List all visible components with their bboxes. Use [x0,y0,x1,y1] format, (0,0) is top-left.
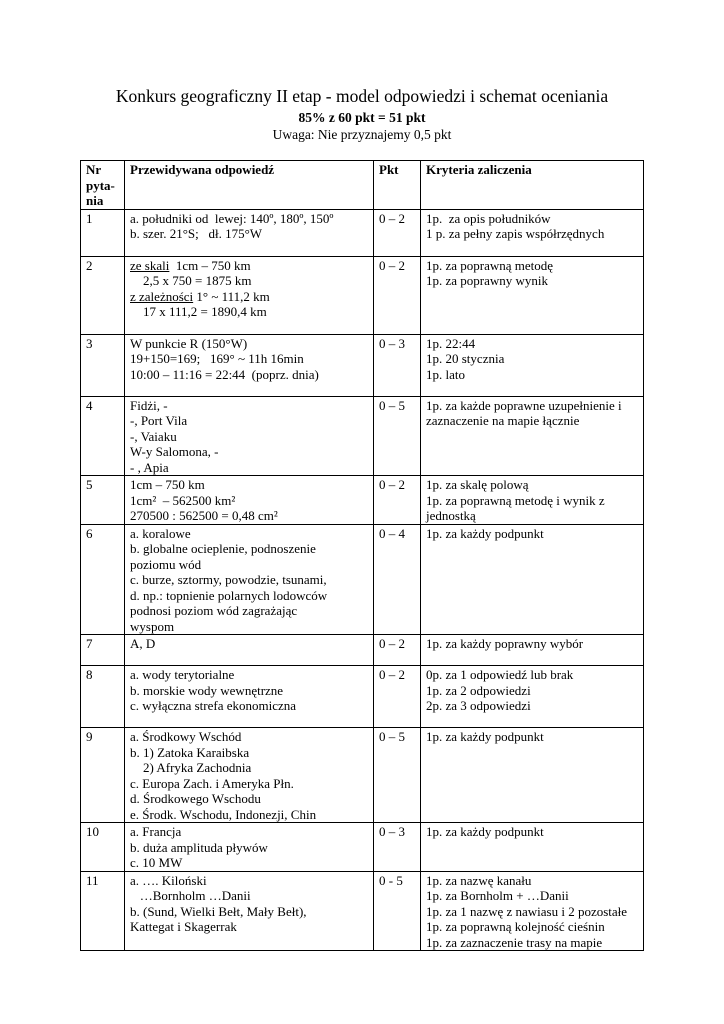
header-nr-line: nia [86,193,104,208]
row-answer [125,256,374,334]
answer-line: -, Vaiaku [130,428,177,444]
answer-line: c. Europa Zach. i Ameryka Płn. [130,775,294,791]
answer-line: c. 10 MW [130,855,183,870]
answer-line: - , Apia [130,459,169,475]
row-points: 0 – 5 [374,396,421,476]
row-answer [125,823,374,872]
answer-line: Kattegat i Skagerrak [130,919,237,934]
criteria-line: 1p. za każde poprawne uzupełnienie i [426,397,622,413]
row-number: 6 [81,524,125,635]
row-criteria [421,256,644,334]
answer-line: A, D [130,636,156,651]
answer-line: b. 1) Zatoka Karaibska [130,744,250,760]
answer-line: 19+150=169; 169° ~ 11h 16min [130,351,304,366]
page-subtitle: 85% z 60 pkt = 51 pkt [298,110,426,125]
answer-line: 270500 : 562500 = 0,48 cm² [130,508,278,523]
row-points: 0 – 5 [374,728,421,823]
criteria-line: 1p. za 1 nazwę z nawiasu i 2 pozostałe [426,903,628,919]
row-points: 0 – 2 [374,476,421,525]
answer-line: b. globalne ocieplenie, podnoszenie [130,541,316,556]
answer-line: a. …. Kiloński [130,872,207,888]
header-criteria: Kryteria zaliczenia [421,161,644,210]
criteria-line: 1p. za poprawną kolejność cieśnin [426,919,605,934]
table-row [81,635,644,666]
criteria-line: 1p. za zaznaczenie trasy na mapie [426,934,603,950]
table-row [81,871,644,951]
row-number: 11 [81,871,125,951]
answer-line: 2) Afryka Zachodnia [130,760,252,775]
row-answer [125,209,374,256]
row-points: 0 – 3 [374,823,421,872]
row-answer [125,524,374,635]
header-nr [81,161,125,210]
answer-line: b. szer. 21°S; dł. 175°W [130,226,263,241]
answer-line: 1cm² – 562500 km² [130,492,236,508]
row-answer [125,728,374,823]
criteria-line: 1p. za każdy podpunkt [426,824,544,839]
row-points: 0 – 3 [374,334,421,396]
answer-line: 17 x 111,2 = 1890,4 km [130,304,267,319]
answer-line: a. Francja [130,824,182,839]
answer-line: …Bornholm …Danii [130,888,251,903]
criteria-line: 1p. 22:44 [426,335,476,351]
criteria-line: 1p. za poprawną metodę i wynik z [426,492,605,508]
row-answer [125,396,374,476]
row-number: 7 [81,635,125,666]
row-number: 2 [81,256,125,334]
criteria-line: 1p. za każdy podpunkt [426,525,544,541]
answer-line: 2,5 x 750 = 1875 km [130,273,252,288]
answer-line: wyspom [130,618,175,634]
row-points: 0 - 5 [374,871,421,951]
answer-line: b. (Sund, Wielki Bełt, Mały Bełt), [130,903,307,919]
row-points: 0 – 2 [374,209,421,256]
criteria-line: 2p. za 3 odpowiedzi [426,698,531,713]
answer-line: e. Środk. Wschodu, Indonezji, Chin [130,806,317,822]
answer-line: a. południki od lewej: 140º, 180º, 150º [130,210,334,226]
row-number: 5 [81,476,125,525]
header-nr-line: Nr [86,162,102,177]
criteria-line: 1p. za 2 odpowiedzi [426,682,531,698]
header-pkt: Pkt [374,161,421,210]
row-criteria [421,635,644,666]
row-answer [125,635,374,666]
page-note: Uwaga: Nie przyznajemy 0,5 pkt [272,127,452,142]
row-criteria [421,823,644,872]
answer-line: W punkcie R (150°W) [130,335,248,351]
answer-line: b. duża amplituda pływów [130,839,268,855]
table-row [81,209,644,256]
answer-line: b. morskie wody wewnętrzne [130,682,284,698]
row-points: 0 – 4 [374,524,421,635]
criteria-line: 1p. za nazwę kanału [426,872,532,888]
criteria-line: 1p. za opis południków [426,210,551,226]
answer-line: ze skali 1cm – 750 km [130,257,251,273]
row-criteria [421,666,644,728]
answer-line: d. Środkowego Wschodu [130,791,261,806]
answer-line: -, Port Vila [130,413,188,428]
table-row [81,334,644,396]
answer-line: podnosi poziom wód zagrażając [130,603,298,618]
header-answer: Przewidywana odpowiedź [125,161,374,210]
row-criteria [421,871,644,951]
criteria-line: jednostką [426,508,476,523]
answer-table [80,160,644,951]
row-criteria [421,396,644,476]
row-points: 0 – 2 [374,635,421,666]
answer-line: poziomu wód [130,556,202,572]
answer-line: a. koralowe [130,525,191,541]
answer-line: a. Środkowy Wschód [130,729,242,744]
row-number: 10 [81,823,125,872]
answer-line: 10:00 – 11:16 = 22:44 (poprz. dnia) [130,366,319,382]
answer-line: z zależności 1° ~ 111,2 km [130,288,270,304]
row-criteria [421,209,644,256]
page-title: Konkurs geograficzny II etap - model odpowiedzi i schemat oceniania [115,86,609,106]
table-row [81,666,644,728]
criteria-line: 1p. za poprawny wynik [426,273,549,288]
answer-line: Fidżi, - [130,397,168,413]
row-answer [125,476,374,525]
row-number: 8 [81,666,125,728]
row-number: 9 [81,728,125,823]
table-row [81,524,644,635]
row-number: 4 [81,396,125,476]
table-row [81,396,644,476]
row-criteria [421,334,644,396]
criteria-line: 1 p. za pełny zapis współrzędnych [426,226,605,241]
criteria-line: 0p. za 1 odpowiedź lub brak [426,667,574,682]
criteria-line: 1p. lato [426,366,465,382]
criteria-line: 1p. za każdy podpunkt [426,729,544,744]
row-criteria [421,476,644,525]
row-answer [125,871,374,951]
row-points: 0 – 2 [374,666,421,728]
row-criteria [421,728,644,823]
row-criteria [421,524,644,635]
table-row [81,728,644,823]
header-nr-line: pyta- [86,177,115,193]
row-answer [125,666,374,728]
row-answer [125,334,374,396]
criteria-line: 1p. za każdy poprawny wybór [426,636,584,651]
answer-line: c. wyłączna strefa ekonomiczna [130,698,297,713]
table-row [81,476,644,525]
table-row [81,823,644,872]
criteria-line: 1p. za Bornholm + …Danii [426,888,569,903]
answer-line: W-y Salomona, - [130,444,219,459]
row-number: 3 [81,334,125,396]
answer-line: 1cm – 750 km [130,477,205,492]
criteria-line: 1p. za skalę polową [426,477,529,492]
row-number: 1 [81,209,125,256]
table-row [81,256,644,334]
answer-line: a. wody terytorialne [130,667,235,682]
criteria-line: 1p. 20 stycznia [426,351,505,366]
criteria-line: 1p. za poprawną metodę [426,257,554,273]
answer-line: c. burze, sztormy, powodzie, tsunami, [130,572,327,587]
row-points: 0 – 2 [374,256,421,334]
criteria-line: zaznaczenie na mapie łącznie [426,413,580,428]
answer-line: d. np.: topnienie polarnych lodowców [130,587,328,603]
table-header-row [81,161,644,210]
